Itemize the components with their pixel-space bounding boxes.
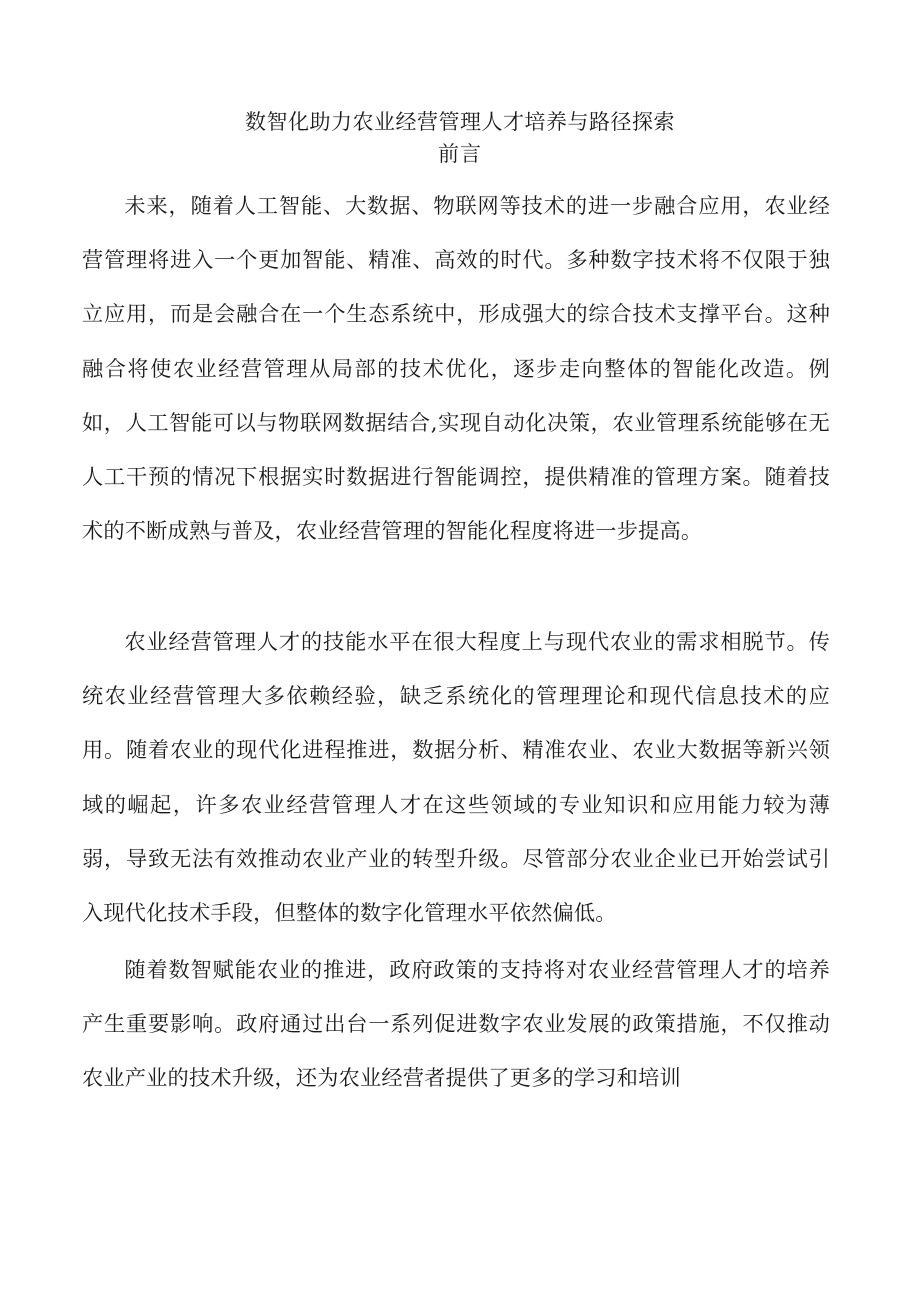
paragraph: 农业经营管理人才的技能水平在很大程度上与现代农业的需求相脱节。传统农业经营管理大多依赖经验，缺乏系统化的管理理论和现代信息技术的应用。随着农业的现代化进程推进，数据分析、精准农业、农业大数据等新兴领域的崛起，许多农业经营管理人才在这些领域的专业知识和应用能力较为薄弱，导致无法有效推动农业产业的转型升级。尽管部分农业企业已开始尝试引入现代化技术手段，但整体的数字化管理水平依然偏低。 [82, 629, 830, 926]
document-title: 数智化助力农业经营管理人才培养与路径探索 [245, 110, 675, 134]
paragraph: 随着数智赋能农业的推进，政府政策的支持将对农业经营管理人才的培养产生重要影响。政府通过出台一系列促进数字农业发展的政策措施，不仅推动农业产业的技术升级，还为农业经营者提供了更多的学习和培训 [82, 957, 830, 1091]
paragraph: 未来，随着人工智能、大数据、物联网等技术的进一步融合应用，农业经营管理将进入一个更加智能、精准、高效的时代。多种数字技术将不仅限于独立应用，而是会融合在一个生态系统中，形成强大的综合技术支撑平台。这种融合将使农业经营管理从局部的技术优化，逐步走向整体的智能化改造。例如，人工智能可以与物联网数据结合,实现自动化决策，农业管理系统能够在无人工干预的情况下根据实时数据进行智能调控，提供精准的管理方案。随着技术的不断成熟与普及，农业经营管理的智能化程度将进一步提高。 [82, 193, 830, 544]
section-heading: 前言 [438, 142, 482, 166]
